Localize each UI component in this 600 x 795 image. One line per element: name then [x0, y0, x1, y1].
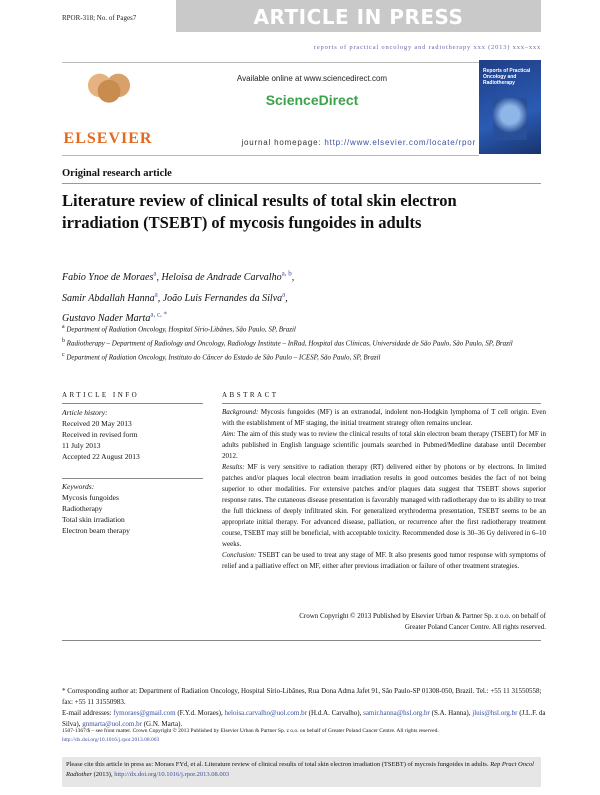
divider [62, 640, 541, 641]
affiliations [62, 322, 541, 363]
keyword: Radiotherapy [62, 504, 103, 513]
homepage-link[interactable]: http://www.elsevier.com/locate/rpor [324, 138, 476, 147]
email-link[interactable]: fymoraes@gmail.com [113, 709, 176, 717]
top-bar [0, 0, 600, 32]
doi-link[interactable]: http://dx.doi.org/10.1016/j.rpor.2013.08.003 [62, 736, 160, 743]
author[interactable]: Fabio Ynoe de Moraes$^a$, [62, 270, 162, 284]
author[interactable]: João Luis Fernandes da Silva$^a$, [162, 290, 288, 304]
abstract-conclusion: Conclusion: TSEBT can be used to treat any stage of MF. It also presents good tumor response with symptoms of relief and a palliative effect on MF, either after previous irradiation or failure of other treatment strategies. [222, 551, 546, 570]
author-list [62, 266, 502, 327]
article-history [62, 407, 212, 462]
divider [62, 403, 203, 404]
email-link[interactable]: gnmarta@uol.com.br [82, 720, 142, 728]
email-addresses: E-mail addresses: fymoraes@gmail.com (F.Y.d. Moraes), heloisa.carvalho@uol.com.br (H.d.A. Carvalho), samir.hanna@hsl.org.br (S.A. Hanna), jluis@hsl.org.br (J.L.F. da Silva), gnmarta@uol.com.br (G.N. Marta). [62, 709, 546, 728]
journal-homepage [160, 138, 476, 147]
banner-text: ARTICLE IN PRESS [253, 5, 464, 29]
keywords-label: Keywords: [62, 482, 95, 491]
available-online: Available online at www.sciencedirect.com [236, 74, 388, 83]
author[interactable]: Samir Abdallah Hanna$^a$, [62, 290, 163, 304]
keyword: Mycosis fungoides [62, 493, 119, 502]
author[interactable]: Heloisa de Andrade Carvalho$^{a, b}$, [161, 270, 295, 284]
journal-cover [479, 60, 541, 154]
abstract-aim: Aim: The aim of this study was to review the clinical results of total skin electron beam therapy (TSEBT) for MF in adults published in English language scientific journals searched in Pubmed/Medline database until December 2012. [222, 430, 546, 460]
history-label: Article history: [62, 408, 108, 417]
homepage-label: journal homepage: [241, 138, 325, 147]
email-link[interactable]: samir.hanna@hsl.org.br [363, 709, 430, 717]
copyright: Crown Copyright © 2013 Published by Elsevier Urban & Partner Sp. z o.o. on behalf of Greater Poland Cancer Centre. All rights reserved. [299, 612, 546, 631]
keyword: Electron beam therapy [62, 526, 130, 535]
manuscript-id: RPOR-318; No. of Pages7 [62, 14, 137, 22]
affiliation: $^b$ Radiotherapy – Department of Radiology and Oncology, Radiology Institute – InRad, Hospital das Clínicas, Universidade de São Paulo, São Paulo, SP, Brazil [62, 337, 513, 348]
elsevier-tree-logo [78, 68, 140, 126]
history-line: 11 July 2013 [62, 441, 101, 450]
article-title: Literature review of clinical results of total skin electron irradiation (TSEBT) of mycosis fungoides in adults [62, 191, 457, 232]
email-link[interactable]: jluis@hsl.org.br [472, 709, 518, 717]
keyword: Total skin irradiation [62, 515, 125, 524]
affiliation: $^a$ Department of Radiation Oncology, Hospital Sírio-Libânes, São Paulo, SP, Brazil [62, 324, 296, 334]
history-line: Accepted 22 August 2013 [62, 452, 140, 461]
divider [62, 478, 203, 479]
email-link[interactable]: heloisa.carvalho@uol.com.br [224, 709, 307, 717]
elsevier-logo-text: ELSEVIER [63, 130, 153, 147]
history-line: Received 20 May 2013 [62, 419, 132, 428]
author[interactable]: Gustavo Nader Marta$^{a, c, *}$ [62, 310, 168, 324]
citation-doi-link[interactable]: http://dx.doi.org/10.1016/j.rpor.2013.08.003 [114, 770, 230, 778]
corresponding-author-footnote [62, 686, 547, 730]
keywords [62, 481, 212, 536]
sciencedirect-logo: ScienceDirect [265, 92, 359, 108]
divider [222, 403, 541, 404]
abstract-body [222, 407, 546, 572]
affiliation: $^c$ Department of Radiation Oncology, Instituto do Câncer do Estado de São Paulo – ICESP, São Paulo, SP, Brazil [62, 351, 381, 361]
issn-notice: 1507-1367/$ – see front matter. Crown Copyright © 2013 Published by Elsevier Urban & Partner Sp. z o.o. on behalf of Greater Poland Cancer Centre. All rights reserved. http://dx.doi.org/10.1016/j.rpor.2013.08.003 [62, 728, 439, 743]
abstract-heading: ABSTRACT [222, 391, 279, 399]
corresponding-author: * Corresponding author at: Department of Radiation Oncology, Hospital Sírio-Libânes, Rua Dona Adma Jafet 91, São Paulo-SP 01308-050, Brazil. Tel.: +55 11 31550558; fax: +55 11 31550983. [62, 687, 542, 706]
cover-image [493, 98, 527, 140]
article-type: Original research article [62, 168, 172, 179]
article-in-press-banner [176, 0, 541, 32]
article-info-heading: ARTICLE INFO [62, 391, 140, 399]
citation-box: Please cite this article in press as: Moraes FYd, et al. Literature review of clinical results of total skin electron irradiation (TSEBT) of mycosis fungoides in adults. Rep Pract Oncol Radiother (2013), http://dx.doi.org/10.1016/j.rpor.2013.08.003 [62, 757, 541, 787]
history-line: Received in revised form [62, 430, 138, 439]
journal-running-head: reports of practical oncology and radiotherapy xxx (2013) xxx–xxx [313, 44, 541, 51]
abstract-results: Results: MF is very sensitive to radiation therapy (RT) delivered either by photons or by electrons. In limited patches and/or plaques local electron beam irradiation results in good outcomes besides the fact of not being superior to other modalities. For extensive patches and/or plaques data suggest that TSEBT shows superior response rates. The cutaneous disease presentation is favorably managed with radiotherapy due to its ability to treat the full thickness of deeply infiltrated skin. For generalized erythroderma presentation, TSEBT seems to be an appropriate initial therapy. For advanced disease, palliation, or recurrence after the first radiotherapy treatment course, TSEBT may still be beneficial, with acceptable toxicity. Recommended dose is 30–36 Gy delivered in 6–10 weeks. [222, 463, 546, 548]
divider [62, 183, 541, 184]
cover-title: Reports of Practical Oncology and Radiotherapy [483, 68, 531, 86]
abstract-background: Background: Mycosis fungoides (MF) is an extranodal, indolent non-Hodgkin lymphoma of T cell origin. Even with the establishment of MF staging, the initial treatment strategy often remains unclear. [222, 408, 546, 427]
